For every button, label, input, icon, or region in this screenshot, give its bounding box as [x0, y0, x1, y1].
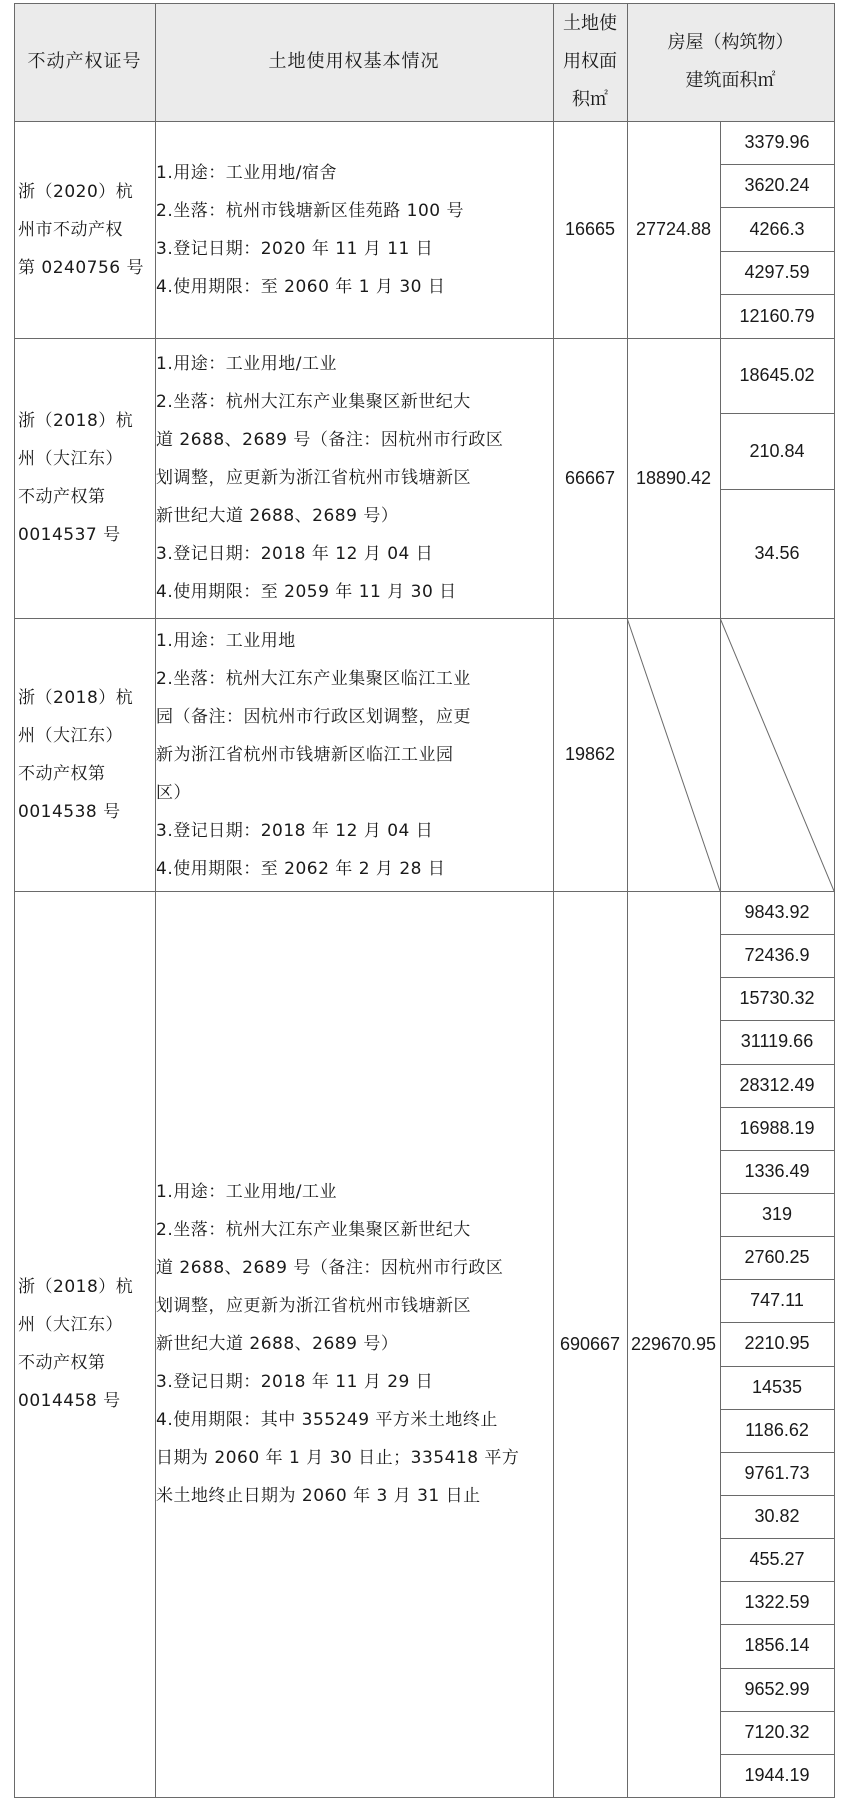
cert-line: 州（大江东） [18, 1315, 123, 1335]
cert-line: 州（大江东） [18, 725, 123, 746]
cert-line: 州市不动产权 [18, 219, 123, 240]
row4-cert [18, 891, 155, 1797]
basic-line: 区） [156, 782, 191, 803]
row4-building-total: 229670.95 [630, 1333, 717, 1354]
basic-line: 道 2688、2689 号（备注：因杭州市行政区 [156, 1258, 504, 1278]
row4-building-item: 16988.19 [739, 1117, 815, 1138]
row3-land-area: 19862 [564, 744, 616, 764]
row4-basic [156, 891, 552, 1797]
basic-line: 4.使用期限：至 2059 年 11 月 30 日 [156, 582, 457, 602]
cert-line: 不动产权第 [18, 1353, 106, 1373]
item-divider [720, 1668, 834, 1669]
item-divider [720, 413, 834, 414]
header-cert-label: 不动产权证号 [27, 51, 142, 72]
cert-line: 0014538 号 [18, 801, 121, 822]
basic-line: 2.坐落：杭州大江东产业集聚区临江工业 [156, 668, 471, 689]
row2-land-area: 66667 [564, 467, 616, 488]
item-divider [720, 1754, 834, 1755]
row-divider [14, 891, 835, 892]
item-divider [720, 1150, 834, 1151]
col-divider [627, 3, 628, 1797]
basic-line: 4.使用期限：至 2062 年 2 月 28 日 [156, 858, 446, 879]
basic-line: 新世纪大道 2688、2689 号） [156, 506, 399, 526]
basic-line: 1.用途：工业用地/工业 [156, 354, 337, 374]
basic-line: 1.用途：工业用地/宿舍 [156, 162, 337, 183]
item-divider [720, 977, 834, 978]
row4-building-item: 1944.19 [744, 1764, 810, 1785]
col-divider [553, 3, 554, 1797]
row2-building-item: 34.56 [754, 543, 800, 563]
basic-line: 道 2688、2689 号（备注：因杭州市行政区 [156, 430, 504, 450]
item-divider [720, 1711, 834, 1712]
row4-building-item: 747.11 [750, 1290, 804, 1311]
row2-building-total: 18890.42 [635, 467, 712, 488]
item-divider [720, 1020, 834, 1021]
row4-land-area: 690667 [559, 1333, 621, 1354]
diagonal-slash-building-items [720, 618, 834, 891]
item-divider [720, 1452, 834, 1453]
basic-line: 3.登记日期：2020 年 11 月 11 日 [156, 238, 434, 259]
row-divider [14, 338, 835, 339]
basic-line: 3.登记日期：2018 年 12 月 04 日 [156, 544, 434, 564]
header-land-area-line: 积㎡ [572, 89, 608, 110]
cert-line: 浙（2018）杭 [18, 687, 134, 708]
basic-line: 3.登记日期：2018 年 11 月 29 日 [156, 1372, 434, 1392]
row4-building-item: 31119.66 [740, 1031, 814, 1052]
cert-line: 0014537 号 [18, 525, 121, 545]
basic-line: 1.用途：工业用地/工业 [156, 1182, 337, 1202]
cert-line: 第 0240756 号 [18, 257, 145, 278]
item-divider [720, 934, 834, 935]
item-divider [720, 1107, 834, 1108]
item-divider [720, 1366, 834, 1367]
basic-line: 2.坐落：杭州大江东产业集聚区新世纪大 [156, 1220, 471, 1240]
item-divider [720, 207, 834, 208]
row4-building-item: 14535 [751, 1376, 803, 1397]
cert-line: 不动产权第 [18, 487, 106, 507]
row1-building-total: 27724.88 [635, 219, 712, 239]
row4-building-item: 30.82 [754, 1506, 800, 1527]
row4-building-item: 1336.49 [744, 1160, 810, 1181]
item-divider [720, 1064, 834, 1065]
row2-building-item: 18645.02 [739, 365, 815, 385]
item-divider [720, 164, 834, 165]
basic-line: 4.使用期限：其中 355249 平方米土地终止 [156, 1410, 498, 1430]
cert-line: 不动产权第 [18, 763, 106, 784]
row4-building-item: 7120.32 [744, 1721, 810, 1742]
item-divider [720, 1624, 834, 1625]
cert-line: 浙（2018）杭 [18, 411, 134, 431]
diagonal-slash-building-total [627, 618, 720, 891]
border-top [14, 3, 835, 4]
row4-building-item: 2760.25 [744, 1247, 810, 1268]
row4-building-item: 1186.62 [745, 1419, 809, 1440]
row4-building-item: 28312.49 [739, 1074, 815, 1095]
basic-line: 园（备注：因杭州市行政区划调整，应更 [156, 706, 471, 727]
row4-building-item: 319 [761, 1204, 793, 1225]
cert-line: 州（大江东） [18, 449, 123, 469]
row4-building-item: 1856.14 [744, 1635, 810, 1656]
basic-line: 新世纪大道 2688、2689 号） [156, 1334, 399, 1354]
header-basic-label: 土地使用权基本情况 [268, 51, 440, 72]
item-divider [720, 1538, 834, 1539]
basic-line: 新为浙江省杭州市钱塘新区临江工业园 [156, 744, 454, 765]
item-divider [720, 1495, 834, 1496]
row1-building-item: 3620.24 [744, 175, 810, 195]
basic-line: 2.坐落：杭州市钱塘新区佳苑路 100 号 [156, 200, 464, 221]
item-divider [720, 1409, 834, 1410]
border-bottom [14, 1797, 835, 1798]
row-divider [14, 121, 835, 122]
border-right [834, 3, 835, 1797]
row4-building-item: 2210.95 [744, 1333, 810, 1354]
item-divider [720, 1279, 834, 1280]
header-land-area-line: 土地使 [563, 13, 617, 34]
cert-line: 浙（2018）杭 [18, 1277, 134, 1297]
cert-line: 浙（2020）杭 [18, 181, 134, 202]
item-divider [720, 1322, 834, 1323]
item-divider [720, 1581, 834, 1582]
item-divider [720, 251, 834, 252]
header-land-area-line: 用权面 [563, 51, 617, 72]
item-divider [720, 294, 834, 295]
col-divider [720, 121, 721, 1797]
cert-line: 0014458 号 [18, 1391, 121, 1411]
basic-line: 4.使用期限：至 2060 年 1 月 30 日 [156, 276, 446, 297]
row1-building-item: 4297.59 [744, 262, 810, 282]
basic-line: 1.用途：工业用地 [156, 630, 296, 651]
col-divider [155, 3, 156, 1797]
row4-building-item: 9843.92 [744, 902, 810, 923]
item-divider [720, 1193, 834, 1194]
row1-building-item: 3379.96 [744, 132, 810, 152]
row-divider [14, 618, 835, 619]
item-divider [720, 489, 834, 490]
border-left [14, 3, 15, 1797]
basic-line: 2.坐落：杭州大江东产业集聚区新世纪大 [156, 392, 471, 412]
row2-building-item: 210.84 [749, 440, 805, 461]
basic-line: 米土地终止日期为 2060 年 3 月 31 日止 [156, 1486, 481, 1506]
row1-building-item: 12160.79 [739, 305, 815, 326]
basic-line: 3.登记日期：2018 年 12 月 04 日 [156, 820, 434, 841]
header-building-area-line: 建筑面积㎡ [685, 70, 776, 91]
item-divider [720, 1236, 834, 1237]
row1-land-area: 16665 [564, 219, 616, 239]
row4-building-item: 9652.99 [744, 1678, 810, 1699]
basic-line: 划调整，应更新为浙江省杭州市钱塘新区 [156, 468, 471, 488]
row1-building-item: 4266.3 [749, 218, 805, 239]
basic-line: 日期为 2060 年 1 月 30 日止；335418 平方 [156, 1448, 520, 1468]
row4-building-item: 9761.73 [744, 1462, 810, 1483]
row4-building-item: 455.27 [749, 1549, 805, 1570]
basic-line: 划调整，应更新为浙江省杭州市钱塘新区 [156, 1296, 471, 1316]
row4-building-item: 1322.59 [744, 1592, 810, 1613]
header-building-area-line: 房屋（构筑物） [667, 32, 794, 53]
row4-building-item: 72436.9 [744, 945, 810, 966]
row4-building-item: 15730.32 [739, 988, 815, 1009]
